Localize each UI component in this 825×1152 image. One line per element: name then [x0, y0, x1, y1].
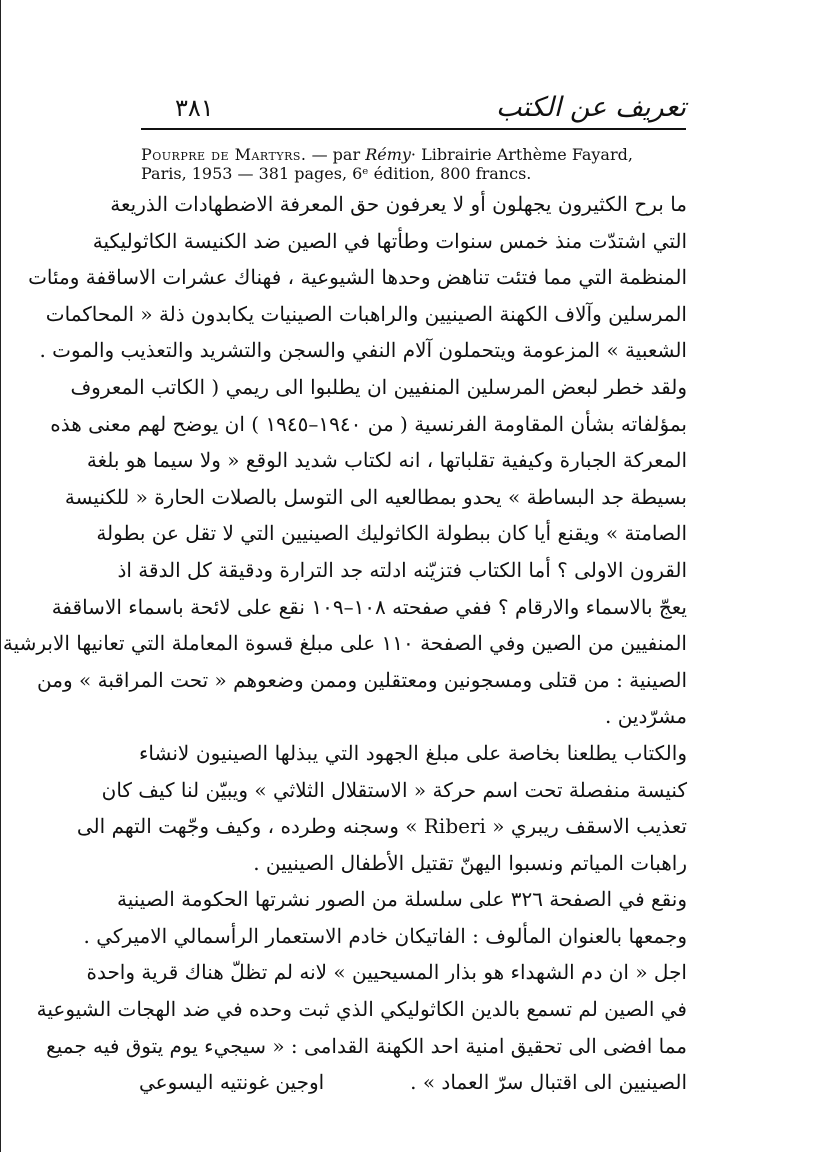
- book-publisher: · Librairie Arthème Fayard,: [410, 145, 633, 164]
- text-line: الصامتة » ويقنع أيا كان ببطولة الكاثوليك الصينيين التي لا تقل عن بطولة: [96, 521, 687, 546]
- text-line: يعجّ بالاسماء والارقام ؟ ففي صفحته ١٠٨–١٠٩ نقع على لائحة باسماء الاساقفة: [51, 594, 687, 619]
- text-line: المنظمة التي مما فتئت تناهض وحدها الشيوعية ، فهناك عشرات الاساقفة ومئات: [28, 265, 687, 290]
- text-line: وجمعها بالعنوان المألوف : الفاتيكان خادم الاستعمار الرأسمالي الاميركي .: [83, 923, 687, 948]
- text-line: المنفيين من الصين وفي الصفحة ١١٠ على مبلغ قسوة المعاملة التي تعانيها الابرشية: [2, 631, 687, 656]
- text-line: في الصين لم تسمع بالدين الكاثوليكي الذي ثبت وحده في ضد الهجات الشيوعية: [36, 997, 687, 1022]
- review-text: [2, 186, 687, 1101]
- book-title: Pourpre de Martyrs.: [141, 145, 307, 164]
- final-line-with-signature: [139, 1064, 687, 1101]
- text-line: التي اشتدّت منذ خمس سنوات وطأتها في الصين ضد الكنيسة الكاثوليكية: [92, 228, 687, 253]
- text-line: كنيسة منفصلة تحت اسم حركة « الاستقلال الثلاثي » ويبيّن لنا كيف كان: [101, 777, 687, 802]
- text-line: ونقع في الصفحة ٣٢٦ على سلسلة من الصور نشرتها الحكومة الصينية: [116, 887, 687, 912]
- text-line: راهبات المياتم ونسبوا اليهنّ تقتيل الأطفال الصينيين .: [253, 850, 687, 875]
- page-number: ٣٨١: [175, 94, 214, 122]
- text-line: اجل « ان دم الشهداء هو بذار المسيحيين » لانه لم تظلّ هناك قرية واحدة: [86, 960, 687, 985]
- text-line: والكتاب يطلعنا بخاصة على مبلغ الجهود التي يبذلها الصينيون لانشاء: [139, 740, 687, 765]
- running-title: تعريف عن الكتب: [495, 92, 686, 123]
- text-line: القرون الاولى ؟ أما الكتاب فتزيّنه ادلته جد الترارة ودقيقة كل الدقة اذ: [117, 557, 687, 582]
- text-line: مما افضى الى تحقيق امنية احد الكهنة القدامى : « سيجيء يوم يتوق فيه جميع: [46, 1033, 687, 1058]
- text-line: ما برح الكثيرون يجهلون أو لا يعرفون حق المعرفة الاضطهادات الذريعة: [110, 192, 687, 216]
- bibliographic-line-2: Paris, 1953 — 381 pages, 6ᵉ édition, 800 francs.: [141, 164, 532, 183]
- text-line: تعذيب الاسقف ريبري « Riberi » وسجنه وطرده ، وكيف وجّهت التهم الى: [76, 814, 687, 839]
- text-line: الصينيين الى اقتبال سرّ العماد » .: [410, 1070, 687, 1095]
- text-line: بسيطة جد البساطة » يحدو بمطالعيه الى التوسل بالصلات الحارة « للكنيسة: [64, 484, 687, 509]
- text-line: المعركة الجبارة وكيفية تقلباتها ، انه لكتاب شديد الوقع « ولا سيما هو بلغة: [86, 448, 687, 473]
- bibliographic-entry: [141, 145, 686, 183]
- text-line: الشعبية » المزعومة ويتحملون آلام النفي والسجن والتشريد والتعذيب والموت .: [39, 338, 687, 363]
- text-line: مشرّدين .: [604, 704, 687, 729]
- text-line: ولقد خطر لبعض المرسلين المنفيين ان يطلبوا الى ريمي ( الكاتب المعروف: [70, 374, 687, 399]
- reviewer-signature: اوجين غونتيه اليسوعي: [139, 1070, 325, 1095]
- text-line: الصينية : من قتلى ومسجونين ومعتقلين وممن وضعوهم « تحت المراقبة » ومن: [37, 667, 687, 692]
- page-header: [141, 86, 686, 126]
- book-author: Rémy: [365, 145, 411, 164]
- text-line: المرسلين وآلاف الكهنة الصينيين والراهبات الصينيات يكابدون ذلة « المحاكمات: [45, 301, 687, 326]
- header-rule: [141, 128, 686, 130]
- bibliographic-line-1: [141, 145, 686, 164]
- biblio-dash: — par: [306, 145, 366, 164]
- text-line: بمؤلفاته بشأن المقاومة الفرنسية ( من ١٩٤٠–١٩٤٥ ) ان يوضح لهم معنى هذه: [50, 411, 687, 436]
